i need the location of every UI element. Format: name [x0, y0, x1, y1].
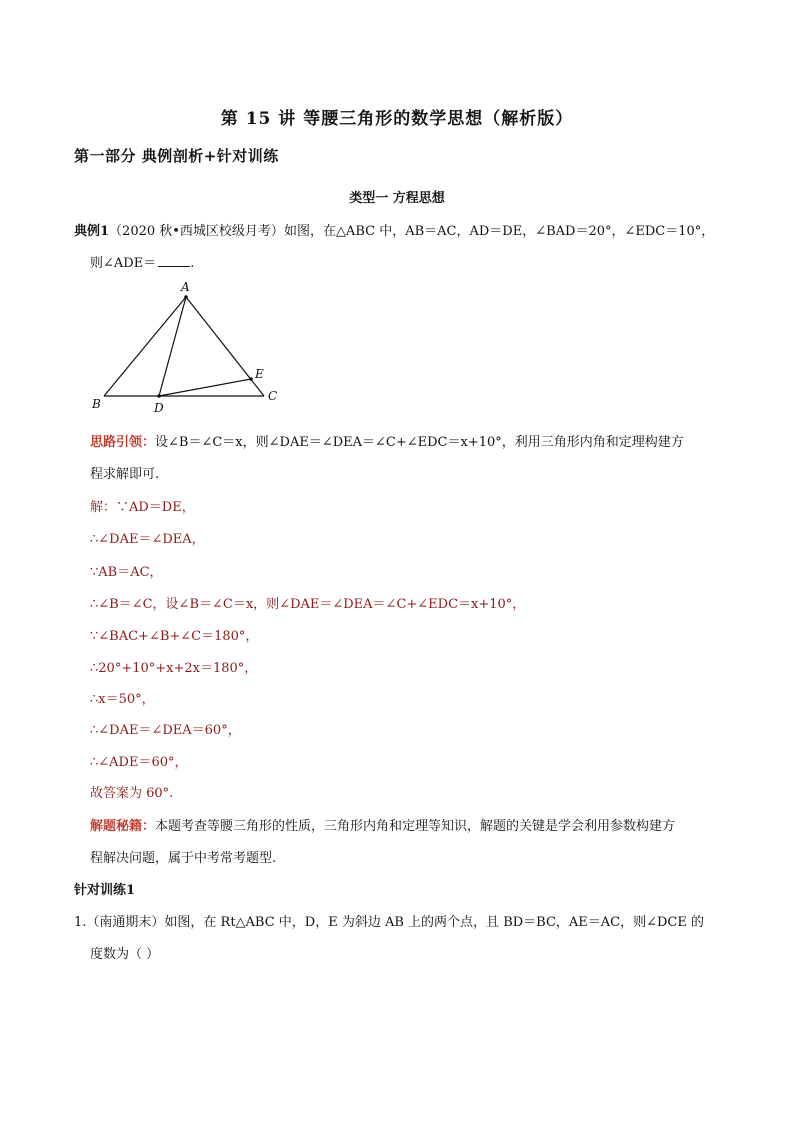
answer-line: 故答案为 60°.	[90, 786, 174, 801]
triangle-figure	[86, 280, 286, 415]
hint-line-1	[90, 431, 684, 450]
label-c: C	[268, 389, 278, 403]
secret-line-2: 程解决问题，属于中考常考题型.	[90, 851, 277, 866]
label-d: D	[154, 401, 164, 415]
answer-blank	[158, 254, 190, 267]
segment-ad	[159, 297, 186, 396]
question-1-line-2: 度数为（ ）	[90, 947, 160, 962]
solution-step: ∴∠ADE＝60°，	[90, 755, 188, 770]
example-line-1	[74, 220, 714, 239]
example-text-2-end: .	[190, 256, 195, 271]
label-a: A	[181, 280, 190, 294]
solution-step: ∴∠DAE＝∠DEA＝60°，	[90, 723, 241, 738]
page-title: 第 15 讲 等腰三角形的数学思想（解析版）	[220, 109, 574, 129]
example-line-2	[90, 252, 194, 271]
secret-line-1	[90, 815, 675, 834]
example-text-2: 则∠ADE＝	[90, 256, 157, 271]
hint-text-1: 设∠B＝∠C＝x，则∠DAE＝∠DEA＝∠C+∠EDC＝x+10°，利用三角形内角和定理构建方	[155, 435, 684, 450]
type-heading: 类型一 方程思想	[349, 191, 445, 206]
solution-step: ∴x＝50°，	[90, 692, 155, 707]
solution-step: ∴20°+10°+x+2x＝180°，	[90, 661, 258, 676]
hint-label: 思路引领：	[90, 435, 156, 450]
training-heading: 针对训练1	[74, 883, 136, 898]
solution-step: ∴∠B＝∠C，设∠B＝∠C＝x，则∠DAE＝∠DEA＝∠C+∠EDC＝x+10°，	[90, 597, 526, 612]
example-label: 典例1	[74, 224, 110, 239]
segment-ac	[186, 297, 264, 396]
part-heading: 第一部分 典例剖析+针对训练	[74, 147, 279, 165]
secret-text-1: 本题考查等腰三角形的性质，三角形内角和定理等知识，解题的关键是学会利用参数构建方	[155, 819, 676, 834]
example-source: （2020 秋•西城区校级月考）	[109, 224, 284, 239]
secret-label: 解题秘籍：	[90, 819, 156, 834]
hint-line-2: 程求解即可.	[90, 467, 160, 482]
example-text-1: 如图，在△ABC 中，AB＝AC，AD＝DE，∠BAD＝20°，∠EDC＝10°，	[283, 224, 715, 239]
solution-step: ∴∠DAE＝∠DEA，	[90, 532, 205, 547]
segment-ab	[104, 297, 186, 396]
label-e: E	[255, 367, 264, 381]
solution-step: ∵∠BAC+∠B+∠C＝180°，	[90, 629, 259, 644]
segment-de	[159, 379, 251, 396]
solution-step: 解：∵AD＝DE，	[90, 500, 195, 515]
solution-step: ∵AB＝AC，	[90, 565, 163, 580]
question-1-line-1: 1.（南通期末）如图，在 Rt△ABC 中，D，E 为斜边 AB 上的两个点，且 BD＝BC，AE＝AC，则∠DCE 的	[74, 915, 705, 930]
label-b: B	[92, 397, 101, 411]
